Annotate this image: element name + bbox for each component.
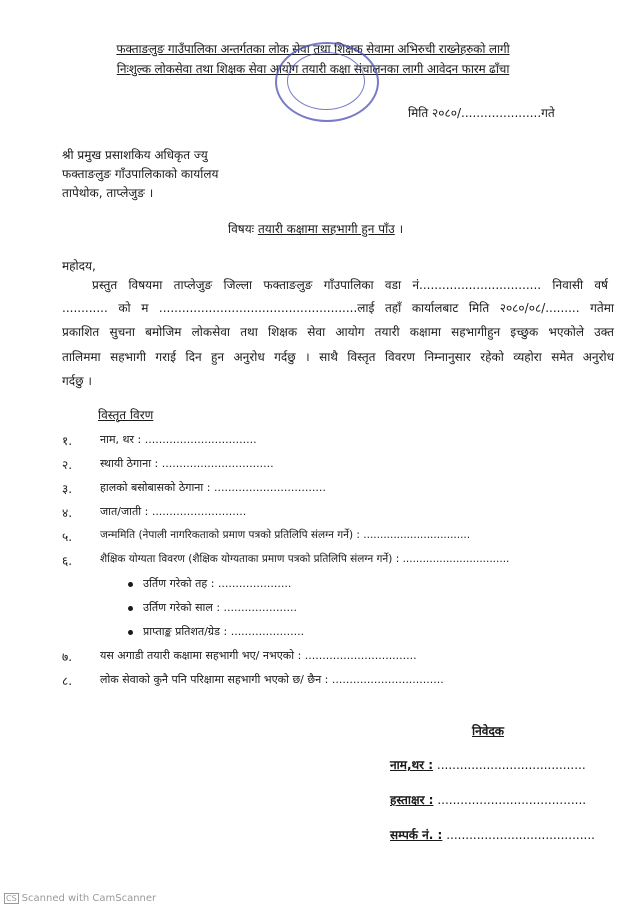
item-number: ४. [62,506,73,520]
salutation: महोदय, [62,259,96,273]
item-number: ५. [62,530,73,544]
details-heading: विस्तृत विरण [98,408,154,422]
sub-item-passed-year [128,600,297,615]
applicant-sign-label: हस्ताक्षर : [390,793,434,807]
header-line-2: निःशुल्क लोकसेवा तथा शिक्षक सेवा आयोग तयारी कक्षा संचालनका लागी आवेदन फारम ढाँचा [116,62,510,76]
item-exam-participation: लोक सेवाको कुनै पनि परिक्षामा सहभागी भएको छ/ छैन : ................................ [100,673,444,686]
item-birthdate: जन्ममिति (नेपाली नागरिकताको प्रमाण पत्रको प्रतिलिपि संलग्न गर्ने) : ................................ [100,529,471,541]
applicant-name-row [390,756,586,773]
subject-label: विषयः [228,222,255,236]
body-line-2: ............ को म ....................................................लाई तहाँ कार्यालबाट मिति २०८०/०८/......... गतेमा [62,301,614,315]
applicant-sign-dots: ....................................... [437,793,587,807]
body-line-3: प्रकाशित सुचना बमोजिम लोकसेवा तथा शिक्षक सेवा आयोग तयारी कक्षामा सहभागीहुन इच्छुक भएकोले उक्त [62,325,614,339]
bullet-icon [128,582,133,587]
watermark-text: Scanned with CamScanner [21,893,157,904]
header-line-1: फक्ताङलुङ गाउँपालिका अन्तर्गतका लोक सेवा तथा शिक्षक सेवामा अभिरुची राख्नेहरुको लागी [116,42,510,56]
subject-end: । [398,222,404,236]
sub-item-text: प्राप्ताङ्क प्रतिशत/ग्रेड : ..................... [143,625,305,638]
camscanner-icon: CS [6,894,17,903]
applicant-name-label: नाम,थर : [390,758,434,772]
sub-item-percentage [128,624,304,639]
camscanner-watermark [4,893,156,904]
sub-item-text: उर्तिण गरेको साल : ..................... [143,601,297,614]
official-stamp [275,42,379,122]
addressee-line-1: श्री प्रमुख प्रसाशकिय अधिकृत ज्यु [62,148,208,162]
subject-line [228,220,403,237]
item-number: २. [62,458,73,472]
body-line-1: प्रस्तुत विषयमा ताप्लेजुङ जिल्ला फक्ताङलुङ गाँउपालिका वडा नं................................ निवासी वर्ष [92,278,608,292]
item-number: ८. [62,674,73,688]
date-field: मिति २०८०/.....................गते [408,106,555,120]
item-permanent-address: स्थायी ठेगाना : ................................ [100,457,274,470]
item-previous-class: यस अगाडी तयारी कक्षामा सहभागी भए/ नभएको : ................................ [100,649,417,662]
subject-text: तयारी कक्षामा सहभागी हुन पाँउ [257,222,395,236]
applicant-sign-row [390,791,586,808]
item-number: ६. [62,554,73,568]
applicant-contact-dots: ....................................... [446,828,595,842]
addressee-line-3: तापेथोक, ताप्लेजुङ । [62,186,154,200]
addressee-line-2: फक्ताङलुङ गाँउपालिकाको कार्यालय [62,167,219,181]
body-line-5: गर्दछु । [62,374,92,388]
sub-item-passed-level [128,576,291,591]
stamp-inner-ring [287,52,365,110]
item-number: ७. [62,650,73,664]
body-line-4: तालिममा सहभागी गराई दिन हुन अनुरोध गर्दछु । साथै विस्तृत विवरण निम्नानुसार रहेको व्यहोरा समेत अनुरोध [62,350,614,364]
item-name: नाम, थर : ................................ [100,433,257,446]
item-education: शैक्षिक योग्यता विवरण (शैक्षिक योग्यताका प्रमाण पत्रको प्रतिलिपि संलग्न गर्ने) : ................................ [100,553,510,565]
item-caste: जात/जाती : ........................... [100,505,247,518]
item-number: ३. [62,482,73,496]
applicant-contact-row [390,826,595,843]
applicant-name-dots: ....................................... [436,758,586,772]
bullet-icon [128,630,133,635]
applicant-heading: निवेदक [472,724,505,738]
bullet-icon [128,606,133,611]
applicant-contact-label: सम्पर्क नं. : [390,828,443,842]
item-number: १. [62,434,73,448]
item-current-address: हालको बसोबासको ठेगाना : ................................ [100,481,326,494]
sub-item-text: उर्तिण गरेको तह : ..................... [143,577,292,590]
